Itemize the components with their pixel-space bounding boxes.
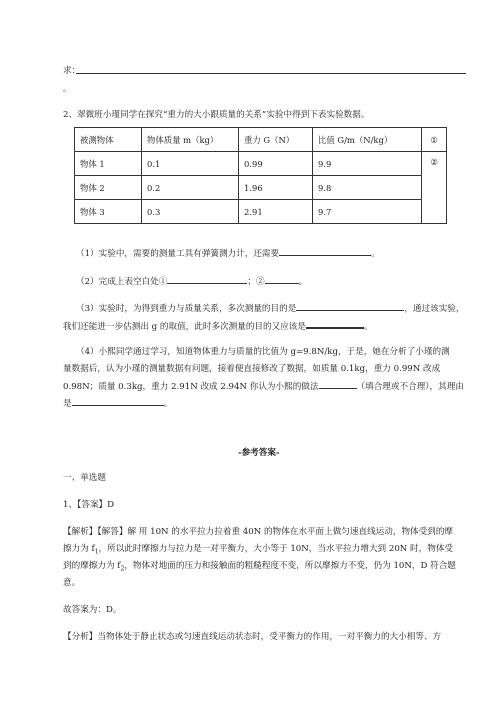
sub1-blank[interactable] xyxy=(279,246,371,256)
cell-weight: 0.99 xyxy=(239,152,313,176)
table-row xyxy=(75,176,447,200)
analysis-line3-a: 到的摩擦力为 f xyxy=(63,561,121,571)
analysis-line3-b: ，物体对地面的压力和接触面的粗糙程度不变，所以摩擦力不变，仍为 10N，D 符合题 xyxy=(124,561,456,571)
experiment-table xyxy=(74,127,447,224)
sub4-blank-1[interactable] xyxy=(319,379,357,389)
q2-sub3-line2 xyxy=(63,318,373,332)
cell-object: 物体 2 xyxy=(75,176,142,200)
q2-sub4-line2: 量数据后，认为小瑾的测量数据有问题，接着便直接修改了数据，如质量 0.1kg，重力 0.99N 改成 xyxy=(63,364,441,374)
q2-sub2-end: 。 xyxy=(298,277,308,287)
q2-sub2 xyxy=(76,274,307,287)
q1-answer-line[interactable] xyxy=(76,73,466,74)
analysis-line1: 【解析】【解答】解 用 10N 的水平拉力拉着重 40N 的物体在水平面上做匀速直线运动，物体受到的摩 xyxy=(63,527,454,537)
q2-sub2-mid: ；② xyxy=(247,277,265,287)
cell-ratio: 9.9 xyxy=(313,152,422,176)
friction-subscript-1: 1 xyxy=(94,548,99,556)
header-object: 被测物体 xyxy=(75,128,142,152)
cell-ratio: 9.7 xyxy=(313,200,422,224)
answers-heading: -参考答案- xyxy=(238,448,280,458)
cell-object: 物体 1 xyxy=(75,152,142,176)
answer-1-label: 1、【答案】D xyxy=(63,500,115,510)
q2-sub1-end: 。 xyxy=(371,249,380,259)
section-title: 一、单选题 xyxy=(63,473,106,483)
q2-intro: 2、翠微班小瑾同学在探究“重力的大小跟质量的关系”实验中得到下表实验数据。 xyxy=(63,110,370,120)
q2-sub3-text: （3）实验时，为得到重力与质量关系，多次测量的目的是 xyxy=(76,304,297,314)
cell-mass: 0.2 xyxy=(142,176,239,200)
q2-sub4-text4: 是 xyxy=(63,399,72,409)
q2-sub1-text: （1）实验中，需要的测量工具有弹簧测力计，还需要 xyxy=(76,249,280,259)
analysis-line2-a: 擦力为 f xyxy=(63,544,95,554)
table-row xyxy=(75,200,447,224)
cell-mass: 0.1 xyxy=(142,152,239,176)
cell-weight: 2.91 xyxy=(239,200,313,224)
conclusion: 故答案为：D。 xyxy=(63,605,122,615)
q2-sub4-end: 。 xyxy=(163,399,173,409)
q2-sub3-mid: ，通过该实验， xyxy=(404,304,465,314)
sub3-blank-2[interactable] xyxy=(306,318,364,329)
table-header-row xyxy=(75,128,447,152)
blank-2-cell: ② xyxy=(422,152,447,224)
fenxi-line: 【分析】当物体处于静止状态或匀速直线运动状态时，受平衡力的作用，一对平衡力的大小相等、方 xyxy=(63,632,442,642)
header-mass: 物体质量 m（kg） xyxy=(142,128,239,152)
cell-mass: 0.3 xyxy=(142,200,239,224)
q1-tail-end: 。 xyxy=(63,84,72,94)
q2-sub1 xyxy=(76,246,380,259)
q2-sub4-line1: （4）小熙同学通过学习，知道物体重力与质量的比值为 g=9.8N/kg，于是，她在分析了小瑾的测 xyxy=(76,347,450,357)
analysis-line4: 意。 xyxy=(63,578,81,588)
q2-sub3-line1 xyxy=(76,301,464,314)
sub4-blank-2[interactable] xyxy=(72,396,164,406)
cell-ratio: 9.8 xyxy=(313,176,422,200)
blank-1-cell: ① xyxy=(422,128,447,152)
q1-tail-label: 求： xyxy=(63,66,81,76)
sub3-blank-1[interactable] xyxy=(296,301,404,311)
q2-sub4-text3b: （填合理或不合理），其理由 xyxy=(356,382,464,392)
analysis-line2-b: ，所以此时摩擦力与拉力是一对平衡力，大小等于 10N，当水平拉力增大到 20N 时，物体受 xyxy=(98,544,454,554)
q2-sub4-line3 xyxy=(63,379,464,392)
sub2-blank-2[interactable] xyxy=(265,274,299,284)
cell-weight: 1.96 xyxy=(239,176,313,200)
cell-object: 物体 3 xyxy=(75,200,142,224)
table-row xyxy=(75,152,447,176)
header-weight: 重力 G（N） xyxy=(239,128,313,152)
q2-sub3-text2: 我们还能进一步估测出 g 的取值，此时多次测量的目的又应该是 xyxy=(63,322,306,332)
q2-sub3-end: 。 xyxy=(364,322,373,332)
analysis-line3 xyxy=(63,559,456,573)
analysis-line2 xyxy=(63,542,453,556)
q2-sub2-text: （2）完成上表空白处① xyxy=(76,277,168,287)
q2-sub4-text3: 0.98N；质量 0.3kg，重力 2.91N 改成 2.94N 你认为小熙的做法 xyxy=(63,382,319,392)
sub2-blank-1[interactable] xyxy=(167,274,247,284)
friction-subscript-2: 2 xyxy=(120,565,125,573)
q2-sub4-line4 xyxy=(63,396,172,409)
header-ratio: 比值 G/m（N/kg） xyxy=(313,128,422,152)
